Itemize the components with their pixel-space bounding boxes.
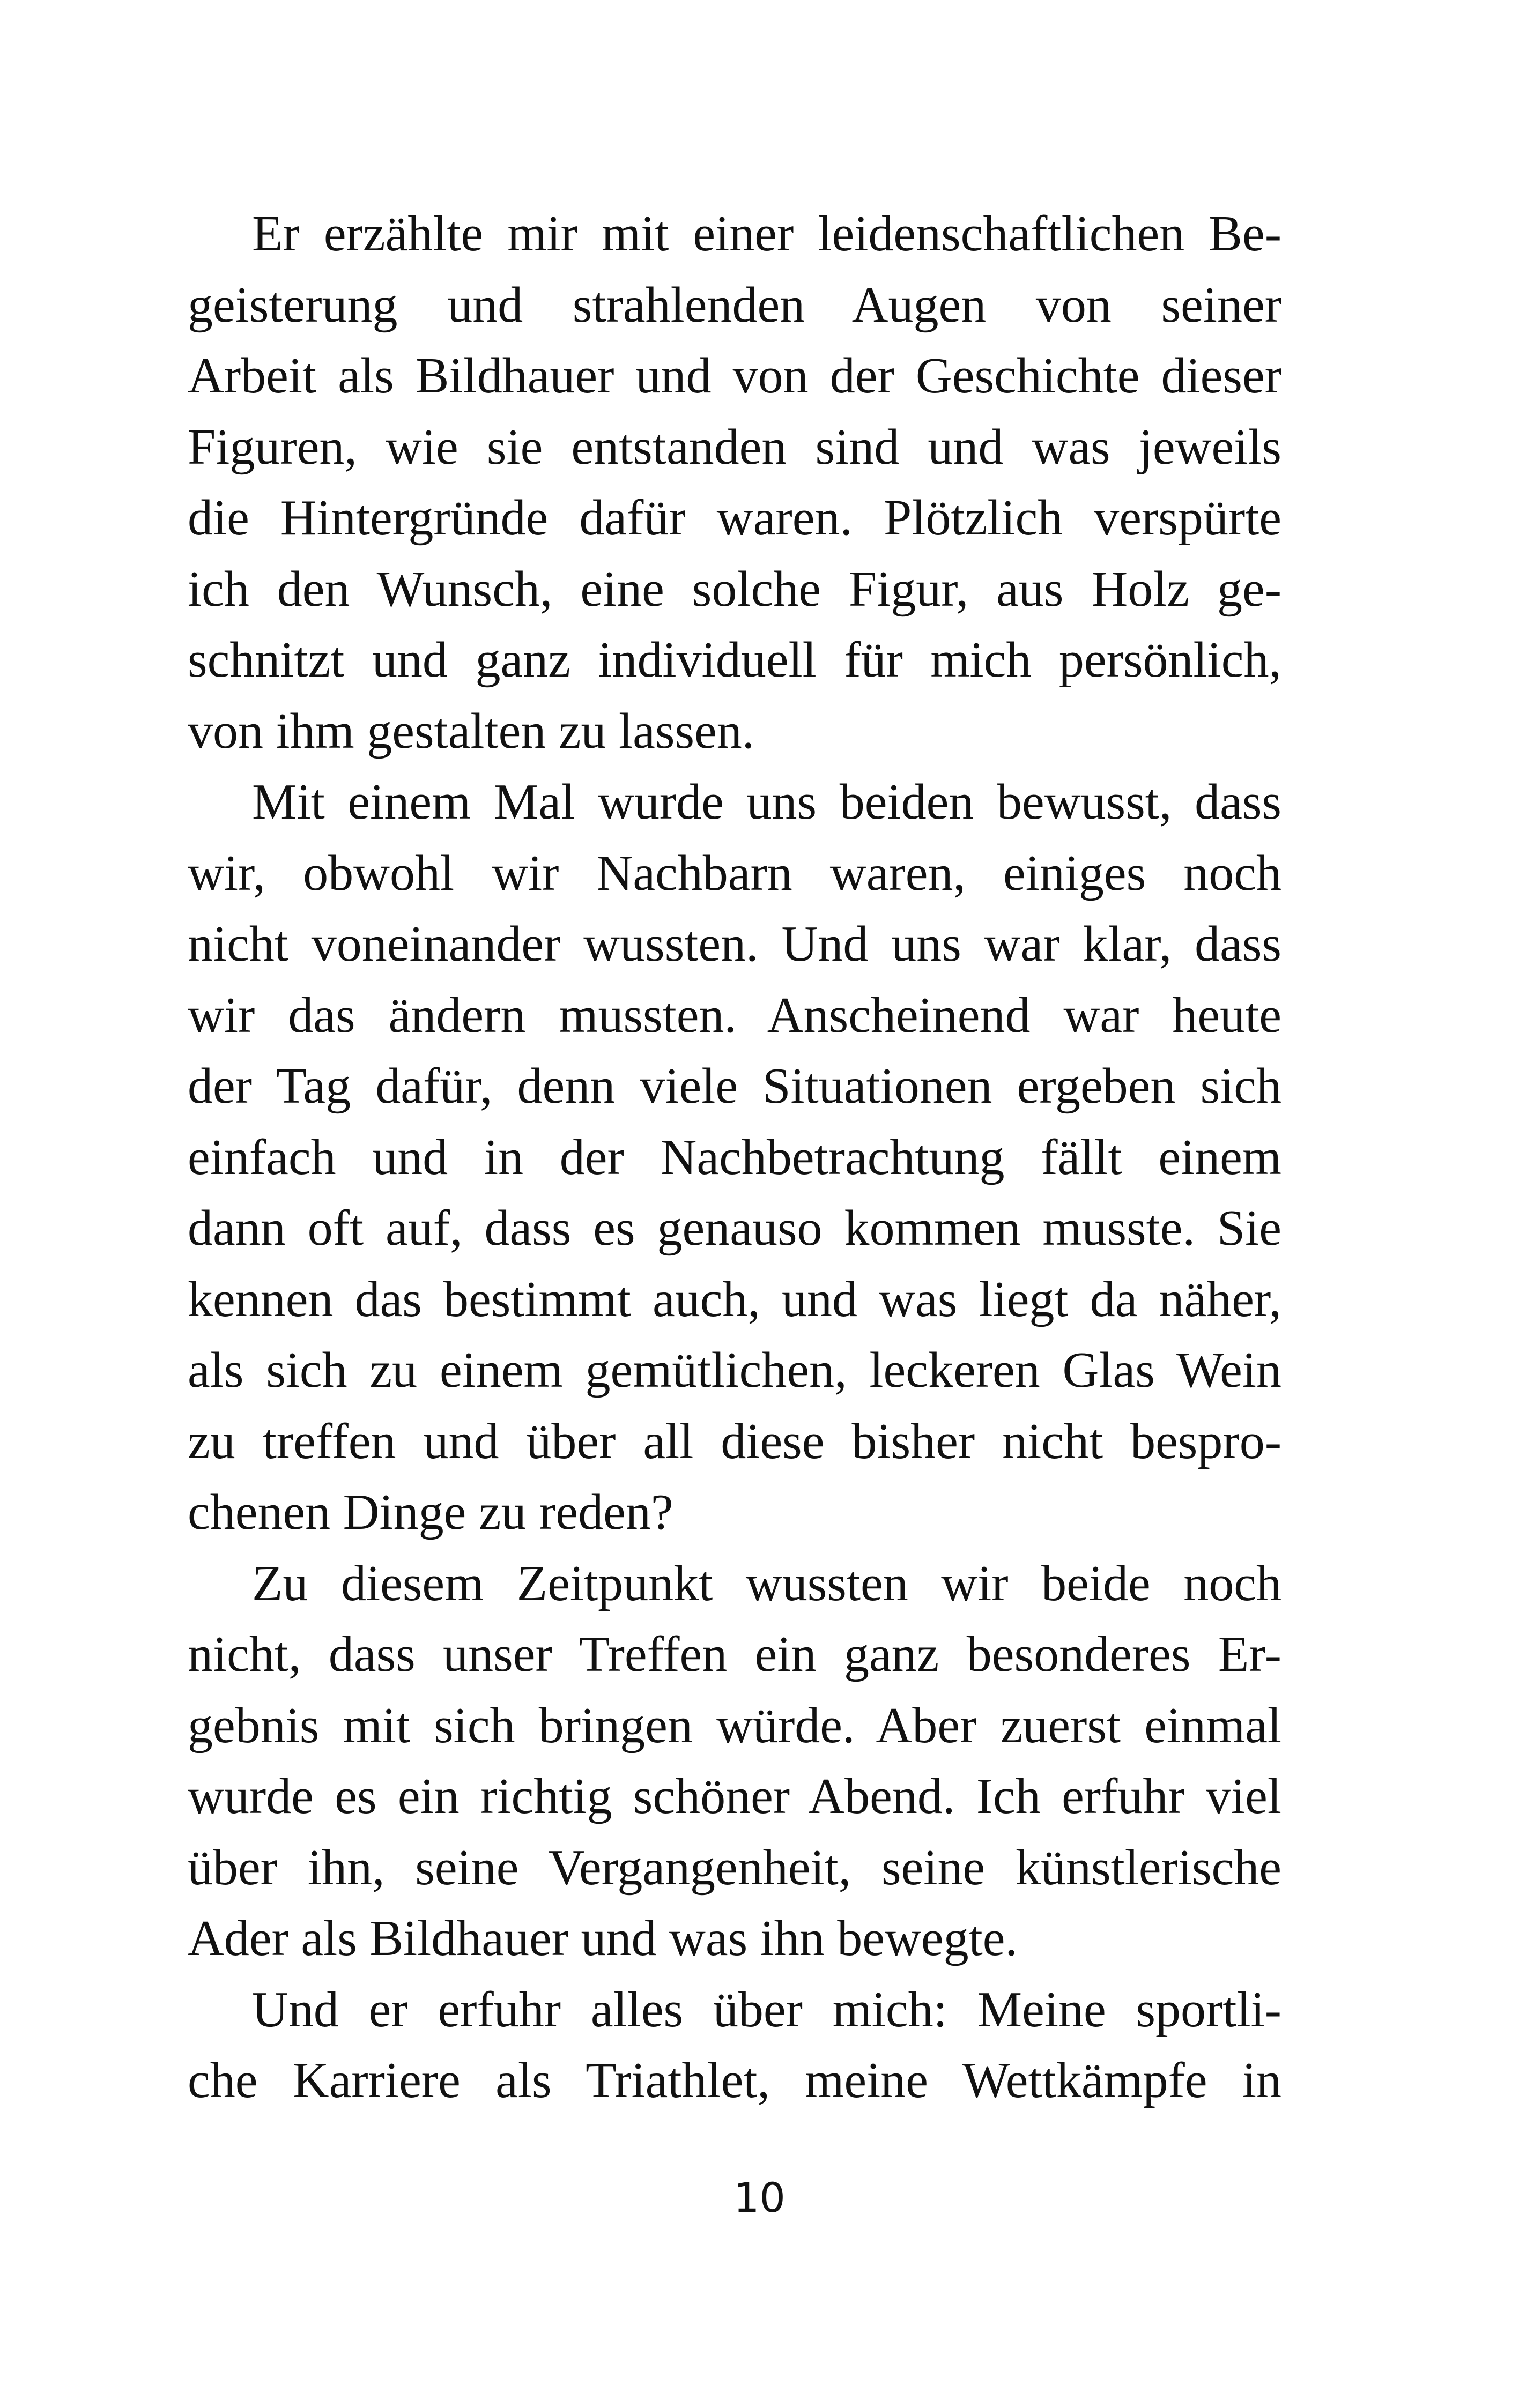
text-line: die Hintergründe dafür waren. Plötzlich verspürte: [188, 490, 1281, 546]
paragraph-2: [188, 767, 1281, 1548]
text-line: zu treffen und über all diese bisher nicht bespro-: [188, 1413, 1281, 1469]
text-line: schnitzt und ganz individuell für mich persönlich,: [188, 632, 1281, 688]
text-line: kennen das bestimmt auch, und was liegt da näher,: [188, 1271, 1281, 1327]
paragraph-4: [188, 1974, 1281, 2116]
text-line: Arbeit als Bildhauer und von der Geschichte dieser: [188, 348, 1281, 404]
text-line: ich den Wunsch, eine solche Figur, aus Holz ge-: [188, 561, 1281, 617]
text-line: Mit einem Mal wurde uns beiden bewusst, dass: [252, 774, 1281, 830]
text-line: Ader als Bildhauer und was ihn bewegte.: [188, 1911, 1018, 1966]
text-line: von ihm gestalten zu lassen.: [188, 703, 755, 759]
paragraph-1: [188, 198, 1281, 767]
text-line: über ihn, seine Vergangenheit, seine künstlerische: [188, 1839, 1281, 1896]
text-line: Er erzählte mir mit einer leidenschaftlichen Be-: [252, 206, 1281, 262]
page-number: 10: [733, 2174, 786, 2221]
text-line: wir, obwohl wir Nachbarn waren, einiges noch: [188, 845, 1281, 901]
text-line: chenen Dinge zu reden?: [188, 1484, 673, 1540]
text-line: Und er erfuhr alles über mich: Meine sportli-: [252, 1981, 1281, 2038]
text-line: nicht voneinander wussten. Und uns war klar, dass: [188, 916, 1281, 972]
text-line: che Karriere als Triathlet, meine Wettkämpfe in: [188, 2053, 1281, 2108]
text-line: nicht, dass unser Treffen ein ganz besonderes Er-: [188, 1626, 1281, 1682]
body-text: [188, 198, 1281, 2116]
text-line: wurde es ein richtig schöner Abend. Ich erfuhr viel: [188, 1768, 1281, 1824]
text-line: der Tag dafür, denn viele Situationen ergeben sich: [188, 1058, 1281, 1114]
text-line: geisterung und strahlenden Augen von seiner: [188, 277, 1281, 333]
paragraph-3: [188, 1548, 1281, 1974]
text-line: Zu diesem Zeitpunkt wussten wir beide noch: [252, 1555, 1281, 1611]
text-line: Figuren, wie sie entstanden sind und was jeweils: [188, 419, 1281, 475]
text-line: dann oft auf, dass es genauso kommen musste. Sie: [188, 1200, 1281, 1256]
text-line: wir das ändern mussten. Anscheinend war heute: [188, 987, 1281, 1043]
text-line: als sich zu einem gemütlichen, leckeren Glas Wein: [188, 1342, 1281, 1398]
text-line: einfach und in der Nachbetrachtung fällt einem: [188, 1129, 1281, 1185]
text-line: gebnis mit sich bringen würde. Aber zuerst einmal: [188, 1697, 1281, 1753]
